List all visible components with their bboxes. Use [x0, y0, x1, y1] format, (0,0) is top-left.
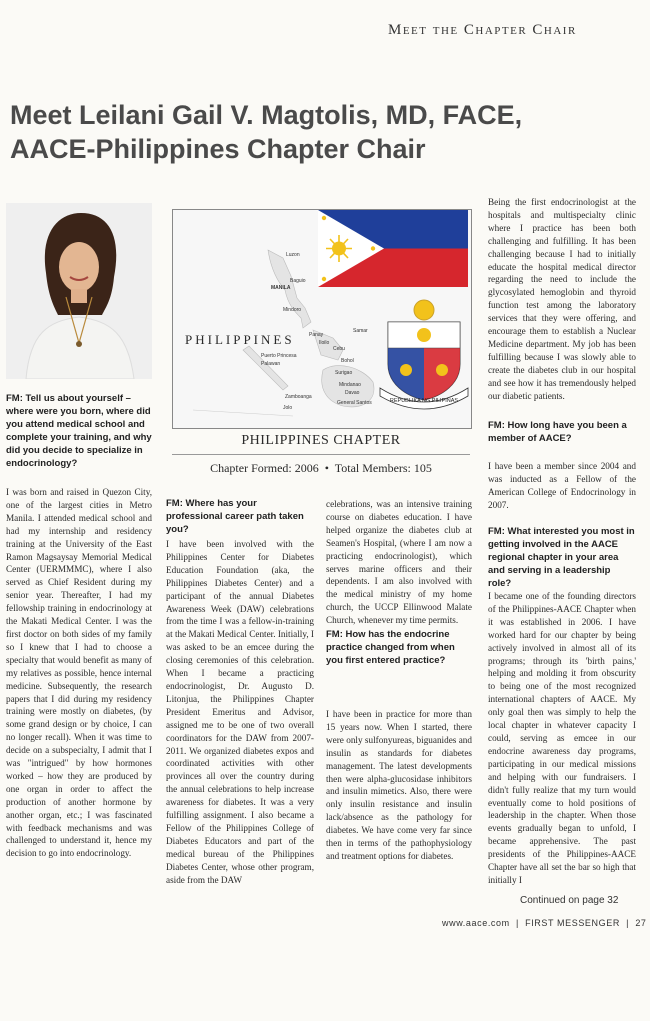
chapter-bullet: • [324, 461, 329, 475]
map-label-mindoro: Mindoro [283, 307, 302, 313]
question-4: FM: How long have you been a member of AACE? [488, 420, 627, 444]
footer-separator-2: | [626, 918, 630, 928]
footer-separator-1: | [515, 918, 519, 928]
answer-3: I have been in practice for more than 15 years now. When I started, there were only sulfonyureas, biguanides and insulin as standards for diabetes management. The latest developments then were alpha-glucosidase inhibitors and insulin mimetics. Also, there were only insulin resistance and insulin lack/absence as the pathology for diabetes. We have come very far since then in terms of the pathophysiology and treatment options for diabetes. [326, 709, 472, 861]
map-label-puerto-princesa: Puerto Princesa [261, 353, 297, 359]
section-header: Meet the Chapter Chair [388, 22, 577, 38]
map-label-baguio: Baguio [290, 278, 306, 284]
question-5: FM: What interested you most in getting involved in the AACE regional chapter in your area and serving in a leadership role? [488, 526, 635, 589]
philippines-map [172, 209, 472, 429]
chapter-divider [172, 454, 470, 455]
chapter-heading: PHILIPPINES CHAPTER [241, 433, 401, 448]
answer-2-continued: celebrations, was an intensive training course on diabetes education. I have helped organize the diabetes club at Seamen's Hospital, (where I am now a practicing endocrinologist), which serves marine officers and their dependents. I am also involved with the medical ministry of my home church, the UCCP Ellinwood Malate Church, whenever my time permits. [326, 499, 472, 626]
question-3: FM: How has the endocrine practice changed from when you first entered practice? [326, 629, 455, 666]
map-label-luzon: Luzon [286, 252, 300, 258]
map-label-jolo: Jolo [283, 405, 293, 411]
answer-1: I was born and raised in Quezon City, one of the largest cities in Metro Manila. I attended medical school and had my internship and residency training at the University of the East Ramon Magsaysay Memorial Medical Center (UERMMMC), where I also served as Chief Resident during my senior year. Thereafter, I had my fellowship training in endocrinology at the Makati Medical Center. I was the first doctor on both sides of my family so I knew that I had to choose a specialty that would benefit as many of my relatives as possible, hence internal medicine. Subsequently, the research papers that I did during my residency training were mostly on diabetes, (by some grand design or by choice, I can no longer recall). When it was time to decide on a subspecialty, I admit that I was "intrigued" by how hormones worked – how they are produced by one organ in order to affect the production of another hormone by another organ, etc.; I was fascinated with feedback mechanisms and was challenged to understand it, hence my decision to go into endocrinology. [6, 487, 152, 859]
footer-publication: FIRST MESSENGER [525, 918, 620, 928]
map-label-manila: MANILA [271, 285, 291, 291]
page-footer [442, 918, 647, 928]
article-title [10, 98, 650, 166]
chapter-stats [172, 461, 470, 476]
philippine-seal-icon [378, 292, 470, 410]
footer-site[interactable]: www.aace.com [442, 918, 510, 928]
title-line-1: Meet Leilani Gail V. Magtolis, MD, FACE, [10, 100, 523, 130]
map-label-iloilo: Iloilo [319, 340, 330, 346]
map-label-davao: Davao [345, 390, 360, 396]
map-label-samar: Samar [353, 328, 368, 334]
chapter-members: Total Members: 105 [334, 461, 432, 475]
philippine-flag-icon [318, 210, 468, 287]
map-label-bohol: Bohol [341, 358, 354, 364]
footer-page-number: 27 [635, 918, 647, 928]
continued-link[interactable]: Continued on page 32 [520, 895, 619, 906]
seal-text: REPUBLIKA NG PILIPINAS [389, 398, 459, 404]
map-label-palawan: Palawan [261, 361, 281, 367]
portrait-photo [6, 203, 152, 379]
answer-5: I became one of the founding directors of the Philippines-AACE Chapter when it was established in 2006. I have worked hard for our chapter by being actively involved in almost all of its programs; through its 'birth pains,' helping and molding it from obscurity to being one of the most recognized international chapters of AACE. My only goal then was simply to help the local chapter in whatever capacity I could, serving as emcee in our endocrine awareness day programs, participating in our medical missions and helping with our fundraisers. I didn't fully realize that my turn would eventually come to hold positions of leadership in the chapter. When those events gradually began to unfold, I became apprehensive. The past presidents of the Philippines-AACE Chapter have all set the bar so high that initially I [488, 591, 636, 885]
answer-3-continued: Being the first endocrinologist at the hospitals and multispecialty clinic where I practice has been both challenging and fulfilling. It has been challenging because I had to initially educate the hospital medical director regarding the need to include the glycosylated hemoglobin and thyroid function test among the laboratory services that they were offering, and encourage them to establish a Nuclear Medicine department. My job has been fulfilling because I was slowly able to create the diabetes club in our hospital and see how it has tremendously helped our diabetic patients. [488, 197, 636, 401]
map-country-label: PHILIPPINES [185, 332, 295, 347]
question-2: FM: Where has your professional career path taken you? [166, 498, 304, 535]
answer-2: I have been involved with the Philippines Center for Diabetes Education Foundation (aka, the Philippines Diabetes Center) and a participant of the annual Diabetes Awareness Week (DAW) celebrations from the time I was a fellow-in-training at the Makati Medical Center. Initially, I was asked to be an emcee during the closing ceremonies of this celebration. When I became a practicing endocrinologist, Dr. Augusto D. Litonjua, the Philippines Chapter President Emeritus and Advisor, assigned me to be one of two overall coordinators for the DAW from 2007-2011. We organized diabetes expos and coordinated activities with other provinces all over the country during the annual celebrations to help increase awareness for diabetes. It was a very fulfilling assignment. I also became a Fellow of the Philippines College of Diabetes Educators and part of the medical bureau of the Philippines Diabetes Center, whose other program, aside from the DAW [166, 539, 314, 885]
chapter-formed: Chapter Formed: 2006 [210, 461, 319, 475]
question-1: FM: Tell us about yourself – where were you born, where did you attend medical school and complete your training, and why did you decide to specialize in endocrinology? [6, 393, 152, 469]
map-label-zamboanga: Zamboanga [285, 394, 312, 400]
map-label-cebu: Cebu [333, 346, 345, 352]
answer-4: I have been a member since 2004 and was inducted as a Fellow of the American College of Endocrinology in 2007. [488, 461, 636, 510]
map-label-mindanao: Mindanao [339, 382, 361, 388]
title-line-2: AACE-Philippines Chapter Chair [10, 134, 426, 164]
map-label-surigao: Surigao [335, 370, 353, 376]
map-label-general-santos: General Santos [337, 400, 372, 406]
map-label-panay: Panay [309, 332, 324, 338]
